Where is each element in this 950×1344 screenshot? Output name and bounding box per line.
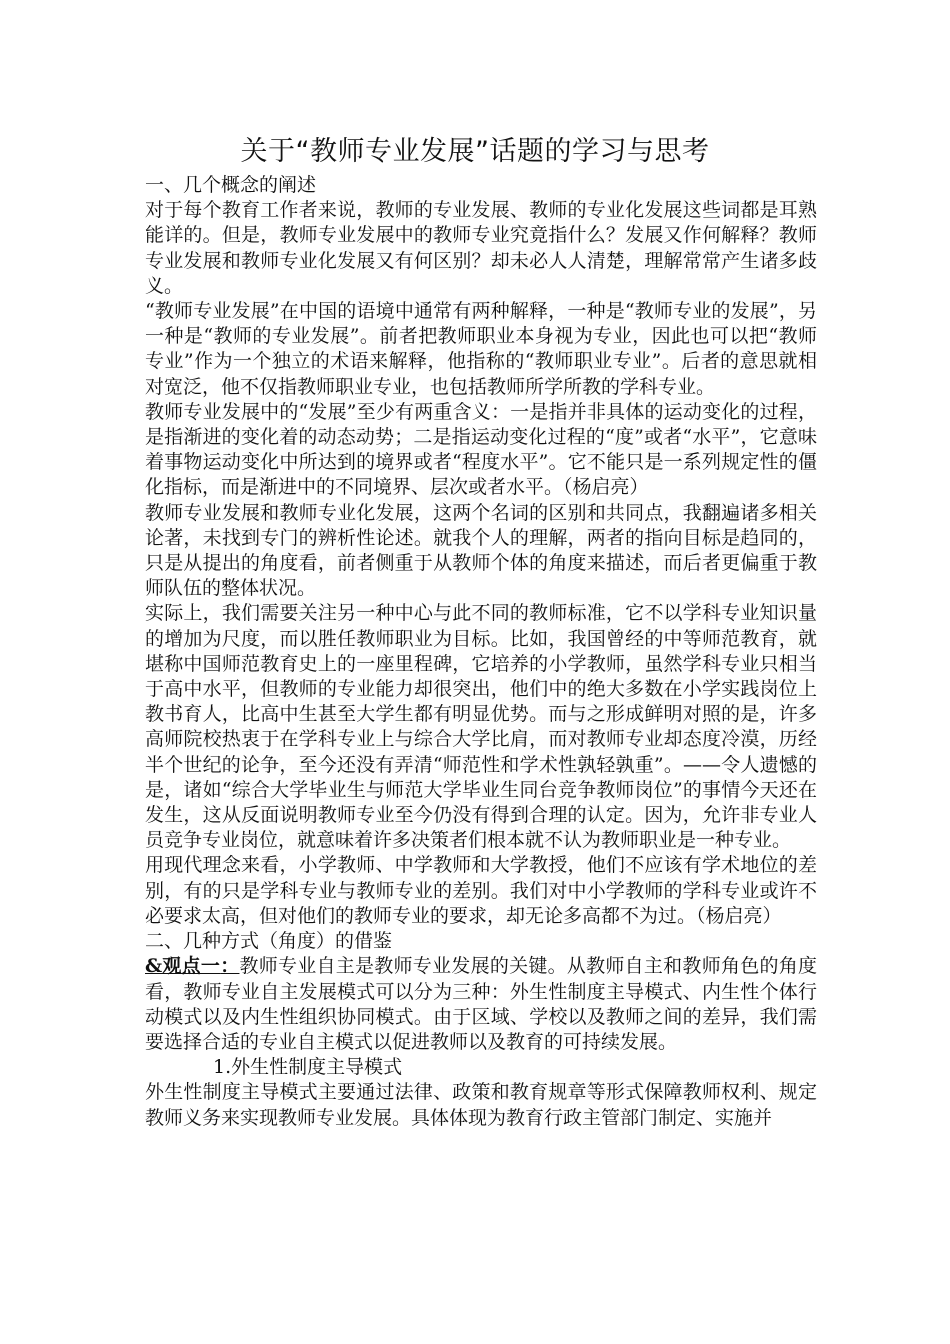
document-body bbox=[145, 173, 817, 1131]
viewpoint-text: 教师专业自主是教师专业发展的关键。从教师自主和教师角色的角度看，教师专业自主发展模式可以分为三种：外生性制度主导模式、内生性个体行动模式以及内生性组织协同模式。由于区域、学校以及教师之间的差异，我们需要选择合适的专业自主模式以促进教师以及教育的可持续发展。 bbox=[145, 955, 817, 1053]
paragraph: 教师专业发展和教师专业化发展，这两个名词的区别和共同点，我翻遍诸多相关论著，未找到专门的辨析性论述。就我个人的理解，两者的指向目标是趋同的，只是从提出的角度看，前者侧重于从教师个体的角度来描述，而后者更偏重于教师队伍的整体状况。 bbox=[145, 501, 817, 600]
viewpoint-label-text: &观点一 bbox=[145, 955, 221, 978]
paragraph: “教师专业发展”在中国的语境中通常有两种解释，一种是“教师专业的发展”，另一种是“教师的专业发展”。前者把教师职业本身视为专业，因此也可以把“教师专业”作为一个独立的术语来解释，他指称的“教师职业专业”。后者的意思就相对宽泛，他不仅指教师职业专业，也包括教师所学所教的学科专业。 bbox=[145, 300, 817, 398]
viewpoint-paragraph bbox=[145, 954, 817, 1055]
paragraph: 对于每个教育工作者来说，教师的专业发展、教师的专业化发展这些词都是耳熟能详的。但是，教师专业发展中的教师专业究竟指什么？发展又作何解释？教师专业发展和教师专业化发展又有何区别？却未必人人清楚，理解常常产生诸多歧义。 bbox=[145, 199, 817, 297]
paragraph: 用现代理念来看，小学教师、中学教师和大学教授，他们不应该有学术地位的差别，有的只是学科专业与教师专业的差别。我们对中小学教师的学科专业或许不必要求太高，但对他们的教师专业的要求，却无论多高都不为过。（杨启亮） bbox=[145, 854, 817, 927]
section-heading-2: 二、几种方式（角度）的借鉴 bbox=[145, 930, 393, 953]
paragraph: 实际上，我们需要关注另一种中心与此不同的教师标准，它不以学科专业知识量的增加为尺度，而以胜任教师职业为目标。比如，我国曾经的中等师范教育，就堪称中国师范教育史上的一座里程碑，它培养的小学教师，虽然学科专业只相当于高中水平，但教师的专业能力却很突出，他们中的绝大多数在小学实践岗位上教书育人，比高中生甚至大学生都有明显优势。而与之形成鲜明对照的是，许多高师院校热衷于在学科专业上与综合大学比肩，而对教师专业却态度冷漠，历经半个世纪的论争，至今还没有弄清“师范性和学术性孰轻孰重”。——令人遗憾的是，诸如“综合大学毕业生与师范大学毕业生同台竞争教师岗位”的事情今天还在发生，这从反面说明教师专业至今仍没有得到合理的认定。因为，允许非专业人员竞争专业岗位，就意味着许多决策者们根本就不认为教师职业是一种专业。 bbox=[145, 602, 817, 852]
paragraph: 外生性制度主导模式主要通过法律、政策和教育规章等形式保障教师权利、规定教师义务来实现教师专业发展。具体体现为教育行政主管部门制定、实施并 bbox=[145, 1081, 817, 1129]
document-title: 关于“教师专业发展”话题的学习与思考 bbox=[240, 136, 710, 167]
paragraph: 教师专业发展中的“发展”至少有两重含义：一是指并非具体的运动变化的过程，是指渐进的变化着的动态动势；二是指运动变化过程的“度”或者“水平”，它意味着事物运动变化中所达到的境界或者“程度水平”。它不能只是一系列规定性的僵化指标，而是渐进中的不同境界、层次或者水平。（杨启亮） bbox=[145, 400, 817, 499]
viewpoint-label bbox=[145, 955, 239, 977]
sub-heading-1: 1.外生性制度主导模式 bbox=[213, 1056, 403, 1079]
section-heading-1: 一、几个概念的阐述 bbox=[145, 174, 317, 196]
viewpoint-label-colon: ： bbox=[220, 955, 240, 978]
